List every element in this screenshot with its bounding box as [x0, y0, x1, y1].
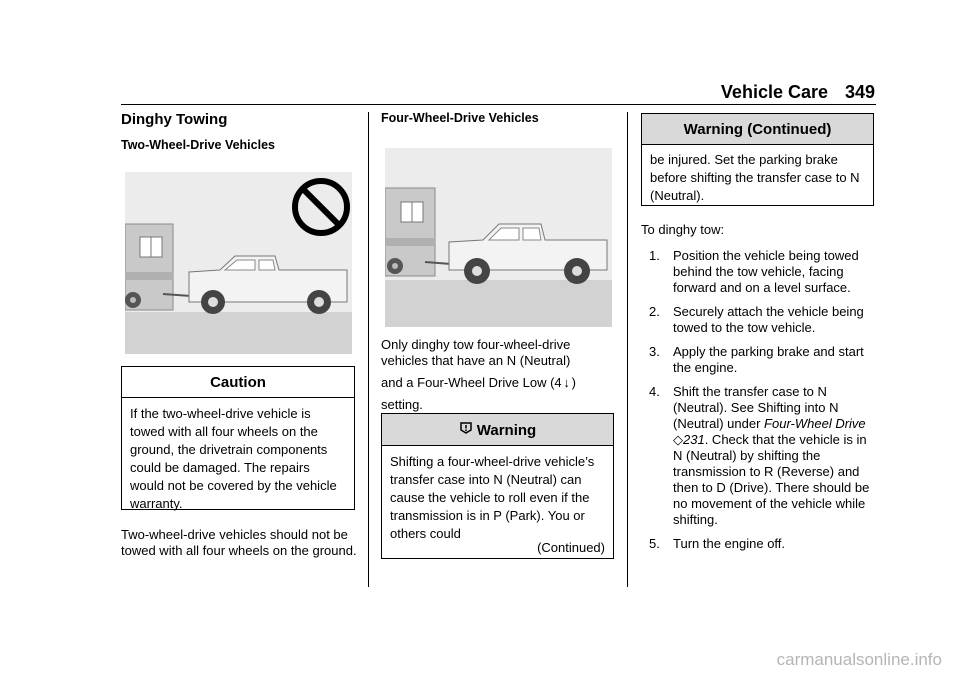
warning-continued: (Continued)	[537, 540, 605, 555]
four-wheel-drive-text-3: setting.	[381, 397, 423, 412]
step-number: 5.	[649, 536, 660, 551]
watermark: carmanualsonline.info	[776, 650, 942, 669]
column-1	[121, 111, 356, 152]
step-5	[641, 536, 876, 552]
step-text-post: . Check that the vehicle is in N (Neutral) by shifting the transmission to R (Reverse) and then to D (Drive). There should be no movement of the vehicle while shifting.	[673, 432, 870, 527]
warning-box	[381, 413, 614, 559]
warning-body: Shifting a four-wheel-drive vehicle’s transfer case into N (Neutral) can cause the vehicle to roll even if the transmission is in P (Park). You or others could	[390, 454, 595, 541]
page-ref-icon: ◇	[673, 432, 683, 447]
caution-body: If the two-wheel-drive vehicle is towed with all four wheels on the ground, the drivetrain components could be damaged. The repairs would not be covered by the vehicle warranty.	[130, 406, 337, 511]
warning-icon	[459, 421, 473, 439]
four-wheel-drive-paragraph	[381, 337, 613, 413]
warning-continued-box	[641, 113, 874, 206]
section-title: Vehicle Care	[720, 82, 828, 102]
step-text-pre: Shift the transfer case to N (Neutral). See Shifting into N (Neutral) under	[673, 384, 839, 431]
four-wheel-drive-text-2b: )	[571, 375, 576, 390]
step-text: Apply the parking brake and start the engine.	[673, 344, 864, 375]
four-wheel-drive-heading: Four-Wheel-Drive Vehicles	[381, 111, 539, 125]
two-wheel-drive-illustration	[125, 172, 352, 354]
dinghy-tow-intro: To dinghy tow:	[641, 222, 725, 237]
dinghy-tow-steps	[641, 248, 876, 560]
four-wheel-drive-text-2	[381, 375, 613, 391]
step-2	[641, 304, 876, 336]
step-text: Turn the engine off.	[673, 536, 786, 551]
warning-continued-title: Warning (Continued)	[642, 114, 873, 145]
step-number: 4.	[649, 384, 660, 399]
caution-box	[121, 366, 355, 510]
step-1	[641, 248, 876, 296]
four-wheel-low-icon: ↓	[563, 375, 570, 390]
two-wheel-drive-heading: Two-Wheel-Drive Vehicles	[121, 138, 275, 152]
warning-title: Warning	[476, 422, 537, 439]
four-wheel-drive-text-1: Only dinghy tow four-wheel-drive vehicles that have an N (Neutral)	[381, 337, 571, 368]
page-ref-link[interactable]: 231	[683, 432, 705, 447]
dinghy-towing-heading: Dinghy Towing	[121, 111, 228, 128]
two-wheel-drive-paragraph: Two-wheel-drive vehicles should not be towed with all four wheels on the ground.	[121, 527, 357, 558]
four-wheel-drive-link[interactable]: Four-Wheel Drive	[764, 416, 866, 431]
column-divider-2	[627, 112, 628, 587]
step-number: 2.	[649, 304, 660, 319]
step-number: 3.	[649, 344, 660, 359]
page-number: 349	[844, 82, 875, 102]
column-divider-1	[368, 112, 369, 587]
step-text: Securely attach the vehicle being towed to the tow vehicle.	[673, 304, 864, 335]
header-rule	[121, 104, 876, 105]
warning-continued-body: be injured. Set the parking brake before shifting the transfer case to N (Neutral).	[650, 152, 860, 203]
warning-title-bar	[382, 414, 613, 446]
caution-title: Caution	[122, 367, 354, 398]
step-3	[641, 344, 876, 376]
four-wheel-drive-illustration	[385, 148, 612, 327]
step-4	[641, 384, 876, 528]
four-wheel-drive-text-2a: and a Four-Wheel Drive Low (4	[381, 375, 562, 390]
step-text: Position the vehicle being towed behind the tow vehicle, facing forward and on a level surface.	[673, 248, 859, 295]
step-number: 1.	[649, 248, 660, 263]
